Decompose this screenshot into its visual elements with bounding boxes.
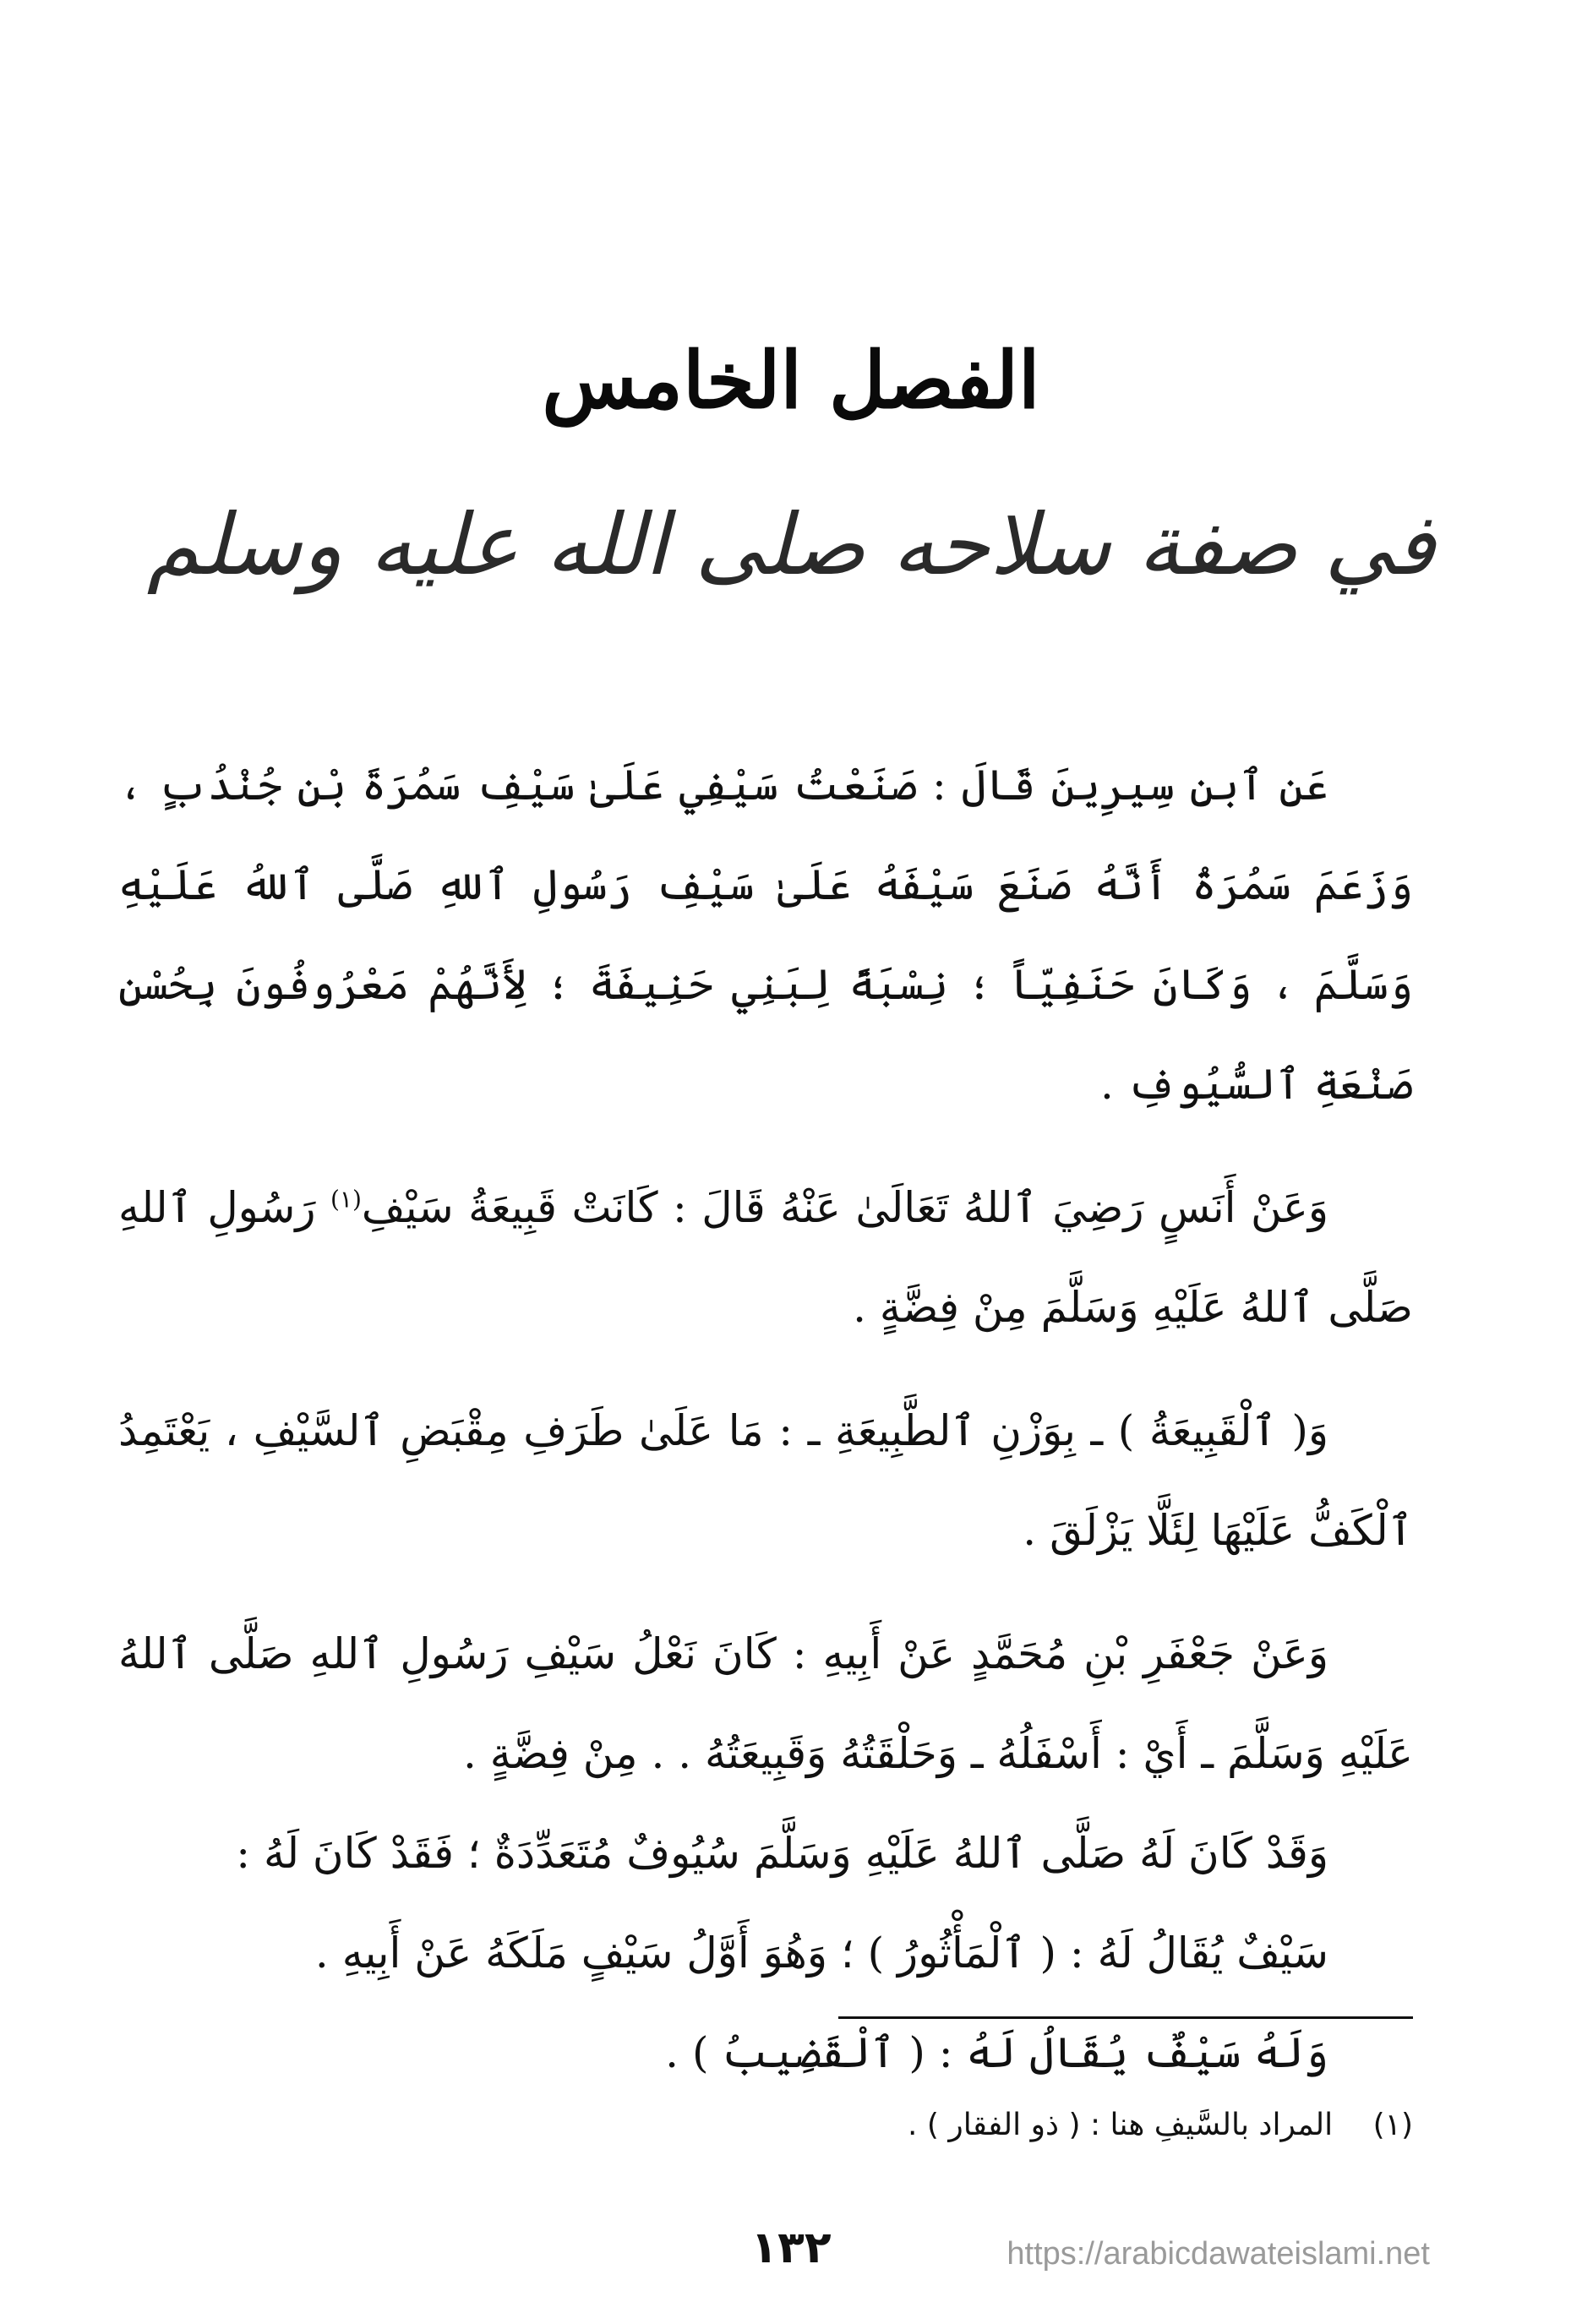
page-number: ١٣٢ [750, 2223, 832, 2273]
paragraph-anas-end: رَسُولِ ٱللهِ صَلَّى ٱللهُ عَلَيْهِ وَسَلَّمَ مِنْ فِضَّةٍ . [118, 1183, 1413, 1332]
chapter-subtitle: في صفة سلاحه صلى الله عليه وسلم [146, 495, 1436, 594]
footnote-number: (١) [1372, 2108, 1413, 2142]
paragraph-mathur: سَيْفٌ يُقَالُ لَهُ : ( ٱلْمَأْثُورُ ) ؛ وَهُوَ أَوَّلُ سَيْفٍ مَلَكَهُ عَنْ أَبِيهِ . [314, 1928, 1328, 1978]
paragraph-qabia-definition: وَ( ٱلْقَبِيعَةُ ) ـ بِوَزْنِ ٱلطَّبِيعَةِ ـ : مَا عَلَىٰ طَرَفِ مِقْبَضِ ٱلسَّيْفِ ، يَعْتَمِدُ ٱلْكَفُّ عَلَيْهَا لِئَلَّا يَزْلَقَ . [118, 1406, 1413, 1555]
footnote-marker: (١) [330, 1185, 362, 1214]
watermark-url: https://arabicdawateislami.net [1006, 2236, 1430, 2272]
chapter-title: الفصل الخامس [542, 335, 1040, 426]
paragraph-anas-start: وَعَنْ أَنَسٍ رَضِيَ ٱللهُ تَعَالَىٰ عَنْهُ قَالَ : كَانَتْ قَبِيعَةُ سَيْفِ [361, 1183, 1328, 1232]
paragraph-ibn-sirin: عَنِ ٱبنِ سِيرِينَ قَالَ : صَنَعْتُ سَيْفِي عَلَىٰ سَيْفِ سَمُرَةَ بْنِ جُنْدُبٍ ، وَزَعَمَ سَمُرَةُ أَنَّهُ صَنَعَ سَيْفَهُ عَلَىٰ سَيْفِ رَسُولِ ٱللهِ صَلَّى ٱللهُ عَلَيْهِ وَسَلَّمَ ، وَكَانَ حَنَفِيّاً ؛ نِسْبَةً لِبَنِي حَنِيفَةَ ؛ لِأَنَّهُمْ مَعْرُوفُونَ بِحُسْنِ صَنْعَةِ ٱلسُّيُوفِ . [118, 761, 1413, 1109]
paragraph-anas [118, 1158, 1413, 1357]
paragraph-swords-intro: وَقَدْ كَانَ لَهُ صَلَّى ٱللهُ عَلَيْهِ وَسَلَّمَ سُيُوفٌ مُتَعَدِّدَةٌ ؛ فَقَدْ كَانَ لَهُ : [236, 1829, 1328, 1878]
footnote-separator [838, 2016, 1413, 2019]
footnote [118, 2104, 1413, 2147]
main-text [118, 735, 1413, 2103]
footnote-text: المراد بالسَّيفِ هنا : ( ذو الفقار ) . [908, 2108, 1334, 2142]
paragraph-qadib: وَلَهُ سَيْفٌ يُقَالُ لَهُ : ( ٱلْقَضِيبُ ) . [665, 2028, 1328, 2077]
paragraph-jafar: وَعَنْ جَعْفَرِ بْنِ مُحَمَّدٍ عَنْ أَبِيهِ : كَانَ نَعْلُ سَيْفِ رَسُولِ ٱللهِ صَلَّى ٱللهُ عَلَيْهِ وَسَلَّمَ ـ أَيْ : أَسْفَلُهُ ـ وَحَلْقَتُهُ وَقَبِيعَتُهُ . . مِنْ فِضَّةٍ . [118, 1629, 1413, 1778]
